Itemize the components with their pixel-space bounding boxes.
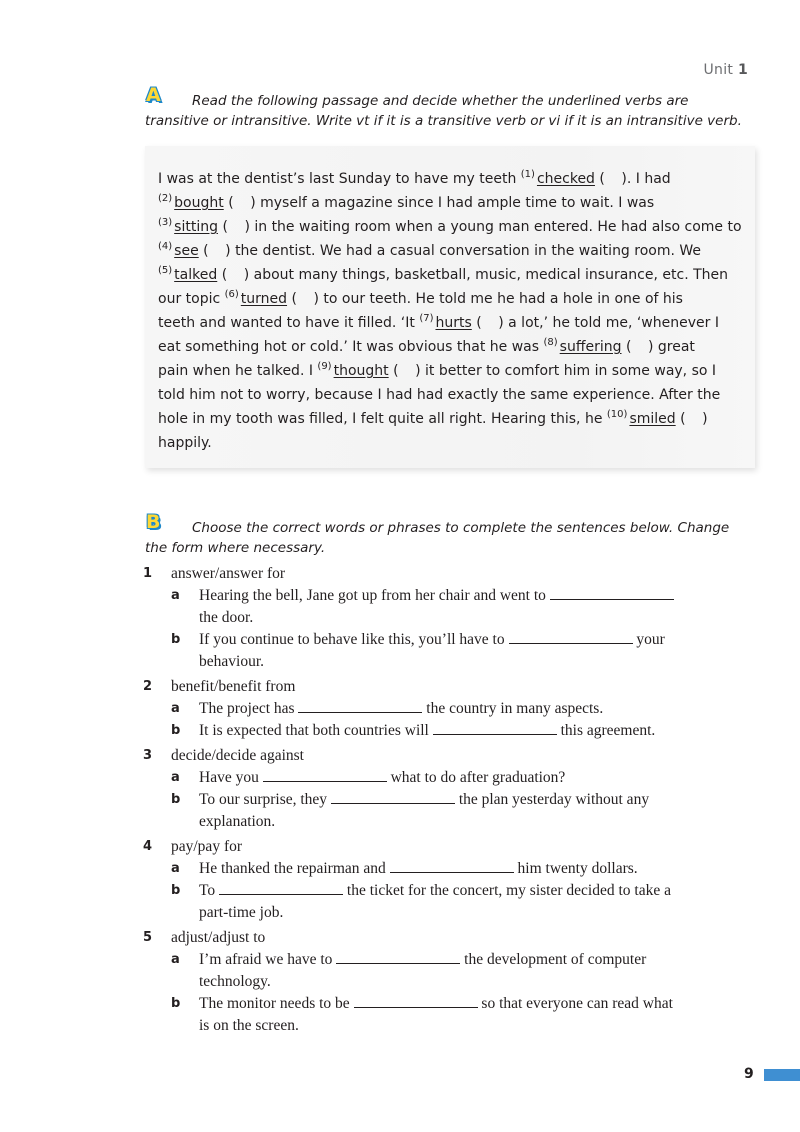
sentence-text: To our surprise, they (199, 791, 331, 808)
exercise-item (143, 927, 743, 1037)
passage-line (158, 167, 743, 191)
answer-paren[interactable]: ( (393, 363, 399, 379)
verb-number: (4) (158, 241, 173, 253)
passage-text: ) (702, 411, 708, 427)
passage-line (158, 383, 743, 407)
passage-text: ) myself a magazine since I had ample time to wait. I was (250, 195, 655, 211)
item-head: benefit/benefit from (171, 678, 296, 695)
sentence-text: The monitor needs to be (199, 995, 354, 1012)
sentence-text: the door. (199, 609, 254, 626)
exercise-list (143, 563, 743, 1040)
unit-number: 1 (737, 62, 748, 78)
sentence-text: behaviour. (199, 653, 264, 670)
sub-letter: b (171, 792, 181, 807)
passage-text: happily. (158, 435, 212, 451)
passage-line (158, 287, 743, 311)
sentence-text: your (632, 631, 665, 648)
sentence-text: explanation. (199, 813, 276, 830)
sub-letter: b (171, 996, 181, 1011)
answer-blank[interactable] (509, 631, 633, 644)
exercise-item (143, 745, 743, 833)
exercise-item (143, 563, 743, 673)
verb-number: (3) (158, 217, 173, 229)
passage-text: our topic (158, 291, 225, 307)
verb-number: (7) (419, 313, 434, 325)
sentence-text: the ticket for the concert, my sister decided to take a (343, 882, 671, 899)
sentence-text: technology. (199, 973, 271, 990)
underlined-verb: turned (240, 291, 288, 307)
sentence-text: the plan yesterday without any (454, 791, 650, 808)
answer-paren[interactable]: ( (291, 291, 297, 307)
underlined-verb: bought (174, 195, 224, 211)
passage-text: pain when he talked. I (158, 363, 318, 379)
passage-line (158, 215, 743, 239)
passage-line (158, 407, 743, 431)
passage-line (158, 191, 743, 215)
underlined-verb: suffering (559, 339, 622, 355)
passage-text: ) great (647, 339, 695, 355)
passage-text: ) it better to comfort him in some way, so I (415, 363, 717, 379)
sentence-text: I’m afraid we have to (199, 951, 337, 968)
item-head: adjust/adjust to (171, 929, 266, 946)
unit-word: Unit (703, 62, 734, 78)
answer-blank[interactable] (433, 722, 557, 735)
passage-text: hole in my tooth was filled, I felt quite all right. Hearing this, he (158, 411, 607, 427)
sentence-text: The project has (199, 700, 299, 717)
item-number: 5 (143, 930, 153, 945)
passage-line (158, 335, 743, 359)
sentence-text: It is expected that both countries will (199, 722, 433, 739)
passage-text: ) to our teeth. He told me he had a hole in one of his (313, 291, 683, 307)
item-number: 4 (143, 839, 153, 854)
passage-text: ) the dentist. We had a casual conversation in the waiting room. We (225, 243, 702, 259)
sentence-text: Hearing the bell, Jane got up from her chair and went to (199, 587, 550, 604)
passage-text: eat something hot or cold.’ It was obvious that he was (158, 339, 544, 355)
verb-number: (6) (224, 289, 239, 301)
section-a-badge: A (146, 84, 161, 106)
sentence-text: the country in many aspects. (422, 700, 604, 717)
verb-number: (2) (158, 193, 173, 205)
sentence-text: this agreement. (556, 722, 656, 739)
verb-number: (10) (606, 409, 628, 421)
passage-line (158, 359, 743, 383)
item-number: 2 (143, 679, 153, 694)
answer-paren[interactable]: ( (203, 243, 209, 259)
verb-number: (1) (520, 169, 535, 181)
exercise-item (143, 836, 743, 924)
sentence-text: part-time job. (199, 904, 284, 921)
passage (158, 167, 743, 455)
page-number: 9 (744, 1066, 754, 1082)
passage-line (158, 263, 743, 287)
passage-text: I was at the dentist’s last Sunday to have my teeth (158, 171, 521, 187)
answer-blank[interactable] (298, 700, 422, 713)
sentence-text: He thanked the repairman and (199, 860, 390, 877)
section-b-instruction: Choose the correct words or phrases to complete the sentences below. Change the form where necessary. (145, 520, 730, 556)
passage-text: ) a lot,’ he told me, ‘whenever I (498, 315, 719, 331)
sub-item (143, 698, 743, 720)
underlined-verb: thought (333, 363, 389, 379)
answer-paren[interactable]: ( (222, 219, 228, 235)
answer-blank[interactable] (354, 995, 478, 1008)
sub-item (143, 629, 743, 673)
answer-paren[interactable]: ( (228, 195, 234, 211)
answer-paren[interactable]: ( (599, 171, 605, 187)
passage-text: ) in the waiting room when a young man entered. He had also come to (244, 219, 742, 235)
sub-letter: a (171, 588, 180, 603)
underlined-verb: sitting (174, 219, 218, 235)
underlined-verb: hurts (435, 315, 472, 331)
sub-letter: a (171, 701, 180, 716)
underlined-verb: talked (174, 267, 218, 283)
answer-blank[interactable] (550, 587, 674, 600)
sub-letter: a (171, 770, 180, 785)
answer-blank[interactable] (331, 791, 455, 804)
sub-item (143, 789, 743, 833)
passage-line (158, 239, 743, 263)
sentence-text: so that everyone can read what (477, 995, 673, 1012)
exercise-item (143, 676, 743, 742)
passage-text: teeth and wanted to have it filled. ‘It (158, 315, 420, 331)
passage-text: ) about many things, basketball, music, medical insurance, etc. Then (243, 267, 729, 283)
sub-item (143, 949, 743, 993)
sub-letter: b (171, 632, 181, 647)
sub-item (143, 585, 743, 629)
sub-letter: b (171, 883, 181, 898)
sentence-text: the development of computer (460, 951, 647, 968)
passage-text: ). I had (621, 171, 671, 187)
unit-label (703, 62, 748, 78)
underlined-verb: checked (536, 171, 595, 187)
answer-blank[interactable] (336, 951, 460, 964)
passage-line (158, 431, 743, 455)
passage-text: told him not to worry, because I had had exactly the same experience. After the (158, 387, 721, 403)
answer-paren[interactable]: ( (680, 411, 686, 427)
verb-number: (9) (317, 361, 332, 373)
section-b-badge: B (146, 511, 161, 533)
answer-paren[interactable]: ( (476, 315, 482, 331)
answer-blank[interactable] (390, 860, 514, 873)
sub-item (143, 993, 743, 1037)
sub-item (143, 858, 743, 880)
item-number: 3 (143, 748, 153, 763)
answer-blank[interactable] (219, 882, 343, 895)
section-a-instruction: Read the following passage and decide whether the underlined verbs are transitive or intransitive. Write vt if it is a transitive verb or vi if it is an intransitive verb. (145, 93, 742, 129)
sub-item (143, 767, 743, 789)
answer-paren[interactable]: ( (221, 267, 228, 283)
answer-blank[interactable] (263, 769, 387, 782)
item-head: decide/decide against (171, 747, 304, 764)
item-head: pay/pay for (171, 838, 243, 855)
page-accent-bar (764, 1069, 800, 1081)
sub-letter: a (171, 861, 180, 876)
sentence-text: If you continue to behave like this, you’ll have to (199, 631, 509, 648)
sentence-text: what to do after graduation? (386, 769, 566, 786)
sentence-text: To (199, 882, 220, 899)
underlined-verb: smiled (629, 411, 676, 427)
underlined-verb: see (174, 243, 199, 259)
item-number: 1 (143, 566, 153, 581)
sub-item (143, 880, 743, 924)
verb-number: (8) (543, 337, 558, 349)
sub-letter: a (171, 952, 180, 967)
sentence-text: Have you (199, 769, 263, 786)
sub-item (143, 720, 743, 742)
answer-paren[interactable]: ( (625, 339, 632, 355)
passage-line (158, 311, 743, 335)
sentence-text: is on the screen. (199, 1017, 299, 1034)
item-head: answer/answer for (171, 565, 286, 582)
verb-number: (5) (158, 265, 173, 277)
sub-letter: b (171, 723, 181, 738)
sentence-text: him twenty dollars. (513, 860, 638, 877)
